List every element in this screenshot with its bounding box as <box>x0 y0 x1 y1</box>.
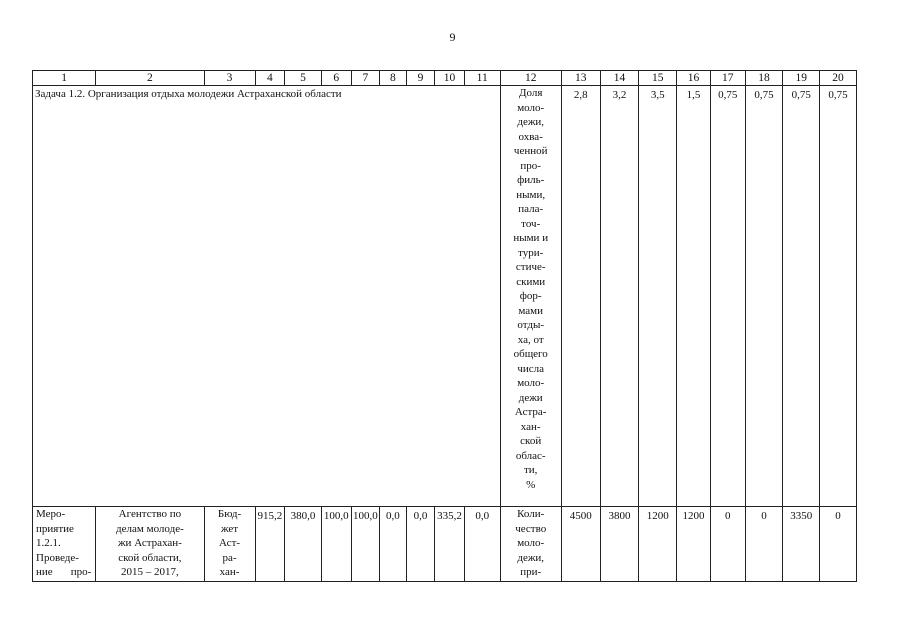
finance-cell: 0,0 <box>464 507 500 582</box>
header-cell: 18 <box>745 71 783 86</box>
measure-value-cell: 0 <box>745 507 783 582</box>
finance-cell: 915,2 <box>255 507 285 582</box>
header-cell: 8 <box>380 71 407 86</box>
measure-executor-cell: Агентство по делам молоде- жи Астрахан- ской области, 2015 – 2017, <box>96 507 204 582</box>
measure-value-cell: 0 <box>820 507 857 582</box>
header-cell: 10 <box>435 71 465 86</box>
measure-value-cell: 1200 <box>677 507 711 582</box>
header-cell: 6 <box>321 71 351 86</box>
measure-value-cell: 3800 <box>600 507 639 582</box>
header-cell: 2 <box>96 71 204 86</box>
header-cell: 20 <box>820 71 857 86</box>
header-cell: 1 <box>33 71 96 86</box>
header-cell: 4 <box>255 71 285 86</box>
task-title: Задача 1.2. Организация отдыха молодежи Астраханской области <box>33 86 501 507</box>
measure-name-cell: Меро- приятие 1.2.1. Проведе- ние про- <box>33 507 96 582</box>
program-table <box>32 70 857 582</box>
header-cell: 14 <box>600 71 639 86</box>
task-value-cell: 0,75 <box>745 86 783 507</box>
measure-value-cell: 4500 <box>561 507 600 582</box>
task-value-cell: 0,75 <box>710 86 745 507</box>
header-row <box>33 71 857 86</box>
header-cell: 19 <box>783 71 820 86</box>
finance-cell: 380,0 <box>285 507 322 582</box>
task-value-cell: 3,2 <box>600 86 639 507</box>
task-row <box>33 86 857 507</box>
page-number: 9 <box>449 30 456 44</box>
header-cell: 5 <box>285 71 322 86</box>
measure-value-cell: 1200 <box>639 507 677 582</box>
task-value-cell: 3,5 <box>639 86 677 507</box>
measure-value-cell: 0 <box>710 507 745 582</box>
header-cell: 13 <box>561 71 600 86</box>
task-value-cell: 0,75 <box>783 86 820 507</box>
header-cell: 17 <box>710 71 745 86</box>
finance-cell: 100,0 <box>351 507 380 582</box>
measure-row <box>33 507 857 582</box>
task-value-cell: 0,75 <box>820 86 857 507</box>
measure-indicator-cell: Коли- чество моло- дежи, при- <box>500 507 561 582</box>
measure-value-cell: 3350 <box>783 507 820 582</box>
finance-cell: 0,0 <box>380 507 407 582</box>
finance-cell: 0,0 <box>406 507 435 582</box>
header-cell: 16 <box>677 71 711 86</box>
measure-source-cell: Бюд- жет Аст- ра- хан- <box>204 507 255 582</box>
task-value-cell: 2,8 <box>561 86 600 507</box>
task-indicator-cell: Доля моло- дежи, охва- ченной про- филь- ными, пала- точ- ными и тури- стиче- скими фор- мами отды- ха, от общего числа моло- дежи Астра- хан- ской облас- ти, % <box>500 86 561 507</box>
header-cell: 3 <box>204 71 255 86</box>
header-cell: 12 <box>500 71 561 86</box>
finance-cell: 100,0 <box>321 507 351 582</box>
task-value-cell: 1,5 <box>677 86 711 507</box>
header-cell: 7 <box>351 71 380 86</box>
header-cell: 9 <box>406 71 435 86</box>
header-cell: 15 <box>639 71 677 86</box>
finance-cell: 335,2 <box>435 507 465 582</box>
header-cell: 11 <box>464 71 500 86</box>
